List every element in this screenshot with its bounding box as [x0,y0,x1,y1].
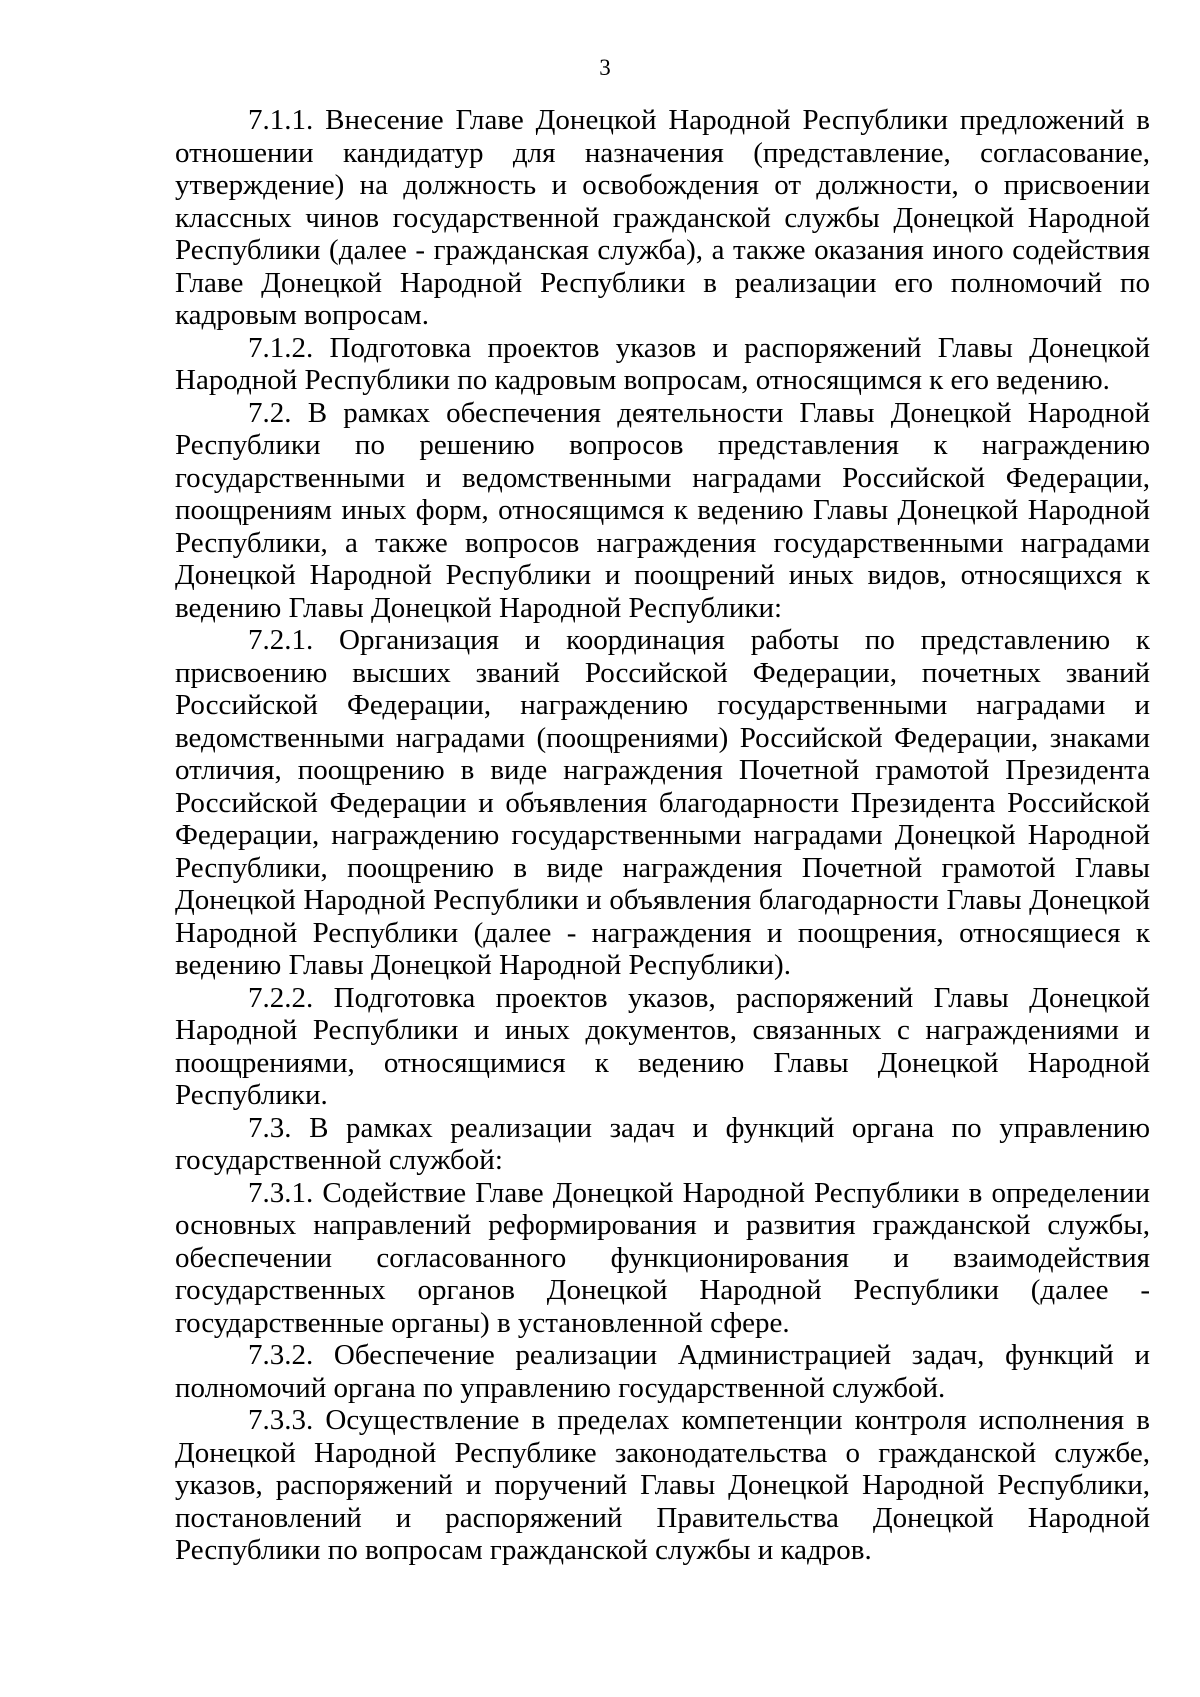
paragraph-7-2-1: 7.2.1. Организация и координация работы по представлению к присвоению высших званий Российской Федерации, почетных званий Российской Федерации, награждению государственными наградами и ведомственными наградами (поощрениями) Российской Федерации, знаками отличия, поощрению в виде награждения Почетной грамотой Президента Российской Федерации и объявления благодарности Президента Российской Федерации, награждению государственными наградами Донецкой Народной Республики, поощрению в виде награждения Почетной грамотой Главы Донецкой Народной Республики и объявления благодарности Главы Донецкой Народной Республики (далее - награждения и поощрения, относящиеся к ведению Главы Донецкой Народной Республики). [175,624,1150,981]
paragraph-7-3: 7.3. В рамках реализации задач и функций органа по управлению государственной службой: [175,1111,1150,1176]
document-body [175,104,1150,1567]
page-number: 3 [599,55,611,80]
paragraph-7-3-3: 7.3.3. Осуществление в пределах компетенции контроля исполнения в Донецкой Народной Республике законодательства о гражданской службе, указов, распоряжений и поручений Главы Донецкой Народной Республики, постановлений и распоряжений Правительства Донецкой Народной Республики по вопросам гражданской службы и кадров. [175,1404,1150,1566]
paragraph-7-3-1: 7.3.1. Содействие Главе Донецкой Народной Республики в определении основных направлений реформирования и развития гражданской службы, обеспечении согласованного функционирования и взаимодействия государственных органов Донецкой Народной Республики (далее - государственные органы) в установленной сфере. [175,1176,1150,1339]
paragraph-7-2-2: 7.2.2. Подготовка проектов указов, распоряжений Главы Донецкой Народной Республики и иных документов, связанных с награждениями и поощрениями, относящимися к ведению Главы Донецкой Народной Республики. [175,981,1150,1111]
paragraph-7-1-1: 7.1.1. Внесение Главе Донецкой Народной Республики предложений в отношении кандидатур для назначения (представление, согласование, утверждение) на должность и освобождения от должности, о присвоении классных чинов государственной гражданской службы Донецкой Народной Республики (далее - гражданская служба), а также оказания иного содействия Главе Донецкой Народной Республики в реализации его полномочий по кадровым вопросам. [175,104,1150,331]
paragraph-7-3-2: 7.3.2. Обеспечение реализации Администрацией задач, функций и полномочий органа по управлению государственной службой. [175,1339,1150,1404]
paragraph-7-1-2: 7.1.2. Подготовка проектов указов и распоряжений Главы Донецкой Народной Республики по кадровым вопросам, относящимся к его ведению. [175,331,1150,396]
paragraph-7-2: 7.2. В рамках обеспечения деятельности Главы Донецкой Народной Республики по решению вопросов представления к награждению государственными и ведомственными наградами Российской Федерации, поощрениям иных форм, относящимся к ведению Главы Донецкой Народной Республики, а также вопросов награждения государственными наградами Донецкой Народной Республики и поощрений иных видов, относящихся к ведению Главы Донецкой Народной Республики: [175,396,1150,624]
